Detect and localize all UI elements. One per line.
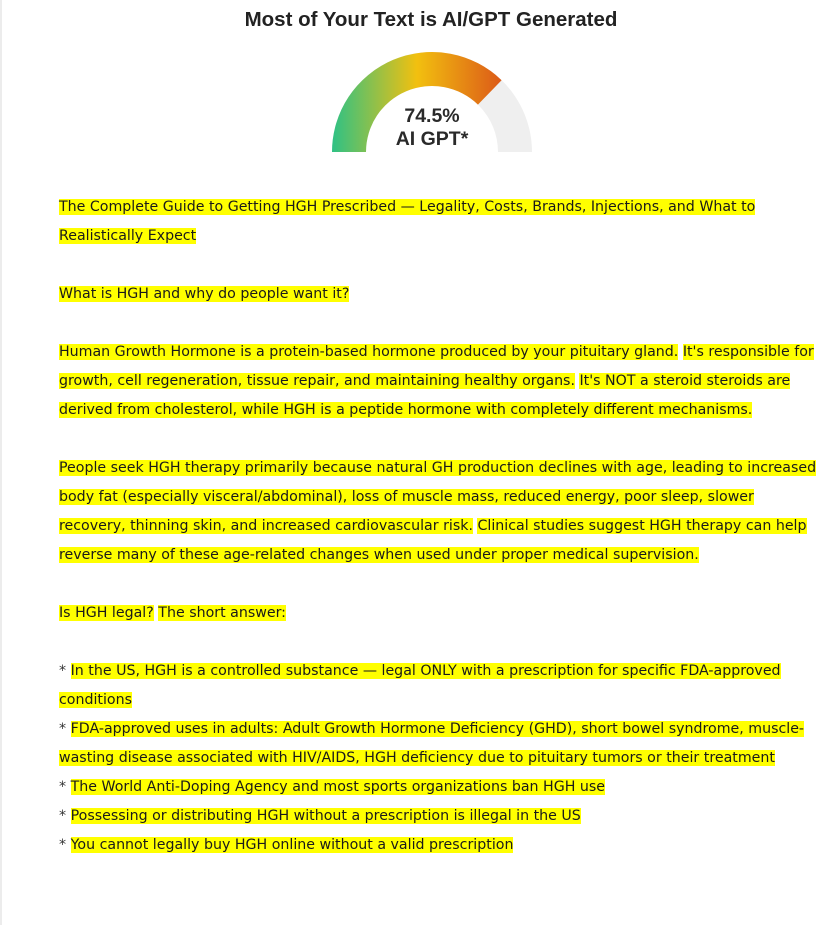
list-item: [59, 715, 819, 773]
ai-score-gauge: [326, 46, 538, 156]
bullet-marker: *: [59, 663, 67, 679]
highlighted-sentence: What is HGH and why do people want it?: [59, 286, 350, 302]
paragraph-definition: [59, 338, 819, 425]
paragraph-reasons: [59, 454, 819, 570]
list-item: [59, 802, 819, 831]
list-item: [59, 657, 819, 715]
paragraph-question: [59, 280, 819, 309]
paragraph-legal: [59, 599, 819, 628]
bullet-marker: *: [59, 837, 67, 853]
analyzed-text: [59, 193, 819, 860]
highlighted-sentence: It's responsible for growth, cell regeneration, tissue repair, and maintaining healthy organs.: [59, 344, 814, 389]
page-left-border: [0, 0, 2, 925]
page-title: Most of Your Text is AI/GPT Generated: [244, 8, 618, 31]
list-item: [59, 773, 819, 802]
highlighted-sentence: It's NOT a steroid steroids are derived from cholesterol, while HGH is a peptide hormone with completely different mechanisms.: [59, 373, 791, 418]
gauge-label: AI GPT*: [395, 128, 469, 150]
highlighted-sentence: The Complete Guide to Getting HGH Prescribed — Legality, Costs, Brands, Injections, and What to Realistically Expect: [59, 199, 756, 244]
highlighted-sentence: In the US, HGH is a controlled substance — legal ONLY with a prescription for specific FDA-approved conditions: [59, 663, 781, 708]
highlighted-sentence: Clinical studies suggest HGH therapy can help reverse many of these age-related changes when used under proper medical supervision.: [59, 518, 807, 563]
highlighted-sentence: Is HGH legal?: [59, 605, 154, 621]
gauge-percent: 74.5%: [404, 105, 460, 127]
highlighted-sentence: Possessing or distributing HGH without a prescription is illegal in the US: [70, 808, 581, 824]
legal-bullet-list: [59, 657, 819, 860]
highlighted-sentence: Human Growth Hormone is a protein-based hormone produced by your pituitary gland.: [59, 344, 679, 360]
highlighted-sentence: The World Anti-Doping Agency and most sports organizations ban HGH use: [70, 779, 606, 795]
bullet-marker: *: [59, 721, 67, 737]
highlighted-sentence: The short answer:: [158, 605, 286, 621]
highlighted-sentence: People seek HGH therapy primarily because natural GH production declines with age, leading to increased body fat (especially visceral/abdominal), loss of muscle mass, reduced energy, poor sleep, slower recovery, thinning skin, and increased cardiovascular risk.: [59, 460, 817, 534]
highlighted-sentence: FDA-approved uses in adults: Adult Growth Hormone Deficiency (GHD), short bowel syndrome, muscle-wasting disease associated with HIV/AIDS, HGH deficiency due to pituitary tumors or their treatment: [59, 721, 805, 766]
bullet-marker: *: [59, 779, 67, 795]
paragraph-title: [59, 193, 819, 251]
list-item: [59, 831, 819, 860]
highlighted-sentence: You cannot legally buy HGH online without a valid prescription: [70, 837, 514, 853]
bullet-marker: *: [59, 808, 67, 824]
